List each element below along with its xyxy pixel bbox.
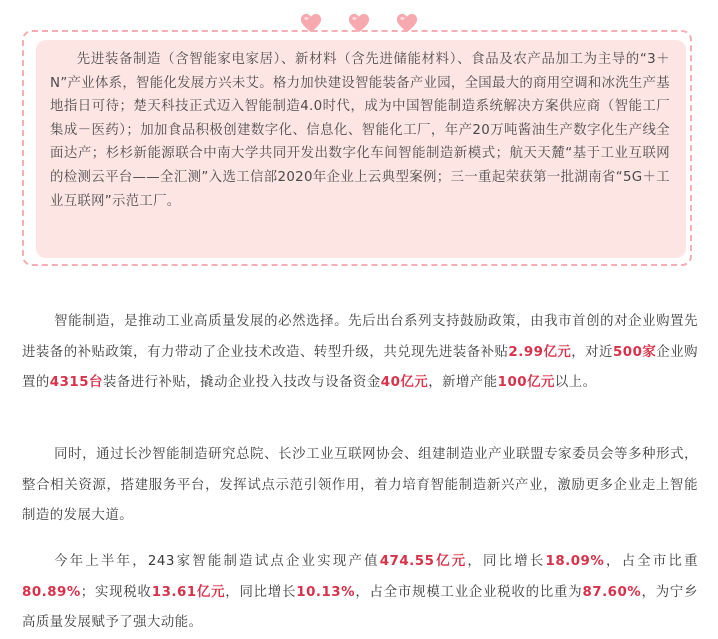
text-span: ，占全市比重 <box>604 554 699 569</box>
highlight-number: 4315台 <box>49 375 103 390</box>
text-span: 智能制造，是推动工业高质量发展的必然选择。先后出台系列支持鼓励政策，由我市首创的对企业购置先进装备的补贴政策，有力带动了企业技术改造、转型升级，共兑现先进装备补贴 <box>22 314 698 360</box>
text-span: ，同比增长 <box>225 584 297 600</box>
highlight-number: 474.55亿元 <box>379 554 468 569</box>
text-span: ，新增产能 <box>428 375 498 390</box>
text-span: ；实现税收 <box>80 584 152 600</box>
text-span: ，同比增长 <box>467 554 546 569</box>
text-span: ，为宁乡高质量发展赋予了强大动能。 <box>22 584 699 630</box>
text-span: 以上。 <box>554 375 597 390</box>
highlight-number: 100亿元 <box>497 375 555 390</box>
highlight-number: 10.13% <box>296 584 356 600</box>
paragraph-platform: 同时，通过长沙智能制造研究总院、长沙工业互联网协会、组建制造业产业联盟专家委员会等多种形式，整合相关资源，搭建服务平台，发挥试点示范引领作用，着力培育智能制造新兴产业，激励更多企业走上智能制造的发展大道。 <box>22 447 698 523</box>
highlight-number: 18.09% <box>545 554 605 569</box>
highlight-number: 80.89% <box>22 584 81 600</box>
intro-card-text: 先进装备制造（含智能家电家居）、新材料（含先进储能材料）、食品及农产品加工为主导的“3＋N”产业体系，智能化发展方兴未艾。格力加快建设智能装备产业园，全国最大的商用空调和冰洗生产基地指日可待；楚天科技正式迈入智能制造4.0时代，成为中国智能制造系统解决方案供应商（智能工厂集成－医药）；加加食品积极创建数字化、信息化、智能化工厂，年产20万吨酱油生产数字化生产线全面达产；杉杉新能源联合中南大学共同开发出数字化车间智能制造新模式；航天天麓“基于工业互联网的检测云平台——全汇测”入选工信部2020年企业上云典型案例；三一重起荣获第一批湖南省“5G＋工业互联网”示范工厂。 <box>50 52 670 209</box>
text-span: 企业购置的 <box>22 344 699 390</box>
highlight-number: 2.99亿元 <box>508 344 572 360</box>
paragraph-subsidy <box>22 307 698 399</box>
text-span: 装备进行补贴，撬动企业投入技改与设备资金 <box>102 375 381 390</box>
text-span: 今年上半年，243家智能制造试点企业实现产值 <box>54 554 380 569</box>
text-span: ，占全市规模工业企业税收的比重为 <box>355 584 583 600</box>
intro-card <box>36 40 686 258</box>
highlight-number: 87.60% <box>582 584 642 600</box>
highlight-number: 500家 <box>612 344 657 360</box>
text-span: ，对近 <box>571 344 613 360</box>
highlight-number: 13.61亿元 <box>151 584 226 600</box>
paragraph-first-half <box>22 547 698 639</box>
highlight-number: 40亿元 <box>380 375 429 390</box>
